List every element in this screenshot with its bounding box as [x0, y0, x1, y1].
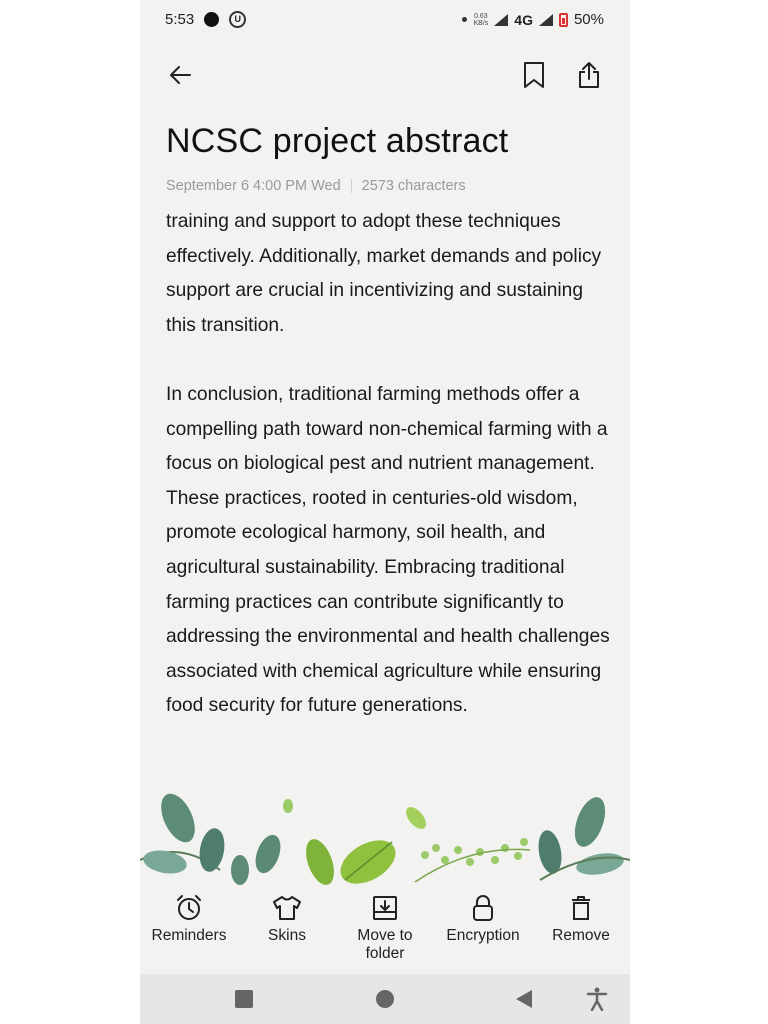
back-arrow-icon	[167, 62, 193, 88]
dot-icon	[462, 17, 467, 22]
signal-icon	[494, 14, 508, 26]
note-paragraph[interactable]: In conclusion, traditional farming methods offer a compelling path toward non-chemical farming with a focus on biological pest and nutrient management. These practices, rooted in centuries-old wisdom, promote ecological harmony, soil health, and agricultural sustainability. Embracing traditional farming practices can contribute significantly to addressing the environmental and health challenges associated with chemical agriculture while ensuring food security for future generations.	[166, 383, 610, 717]
alarm-clock-icon	[175, 894, 203, 922]
phone-screen	[140, 0, 630, 1024]
reminders-button[interactable]	[140, 893, 238, 973]
lock-icon	[471, 894, 495, 922]
trash-icon	[570, 895, 592, 921]
bottom-menu	[140, 893, 630, 973]
remove-button[interactable]	[532, 893, 630, 973]
notification-dot-icon	[204, 12, 219, 27]
skins-button[interactable]	[238, 893, 336, 973]
action-bar	[140, 50, 630, 100]
navigation-bar	[140, 974, 630, 1024]
tshirt-icon	[272, 895, 302, 921]
leaves-decoration-icon	[140, 790, 630, 890]
meta-divider	[351, 179, 352, 193]
note-character-count: 2573 characters	[361, 178, 466, 194]
note-title[interactable]: NCSC project abstract	[166, 122, 509, 160]
back-nav-button[interactable]	[512, 987, 536, 1011]
bookmark-button[interactable]	[514, 55, 554, 95]
circle-icon	[375, 989, 395, 1009]
accessibility-button[interactable]	[585, 987, 609, 1011]
square-icon	[234, 989, 254, 1009]
note-paragraph[interactable]: training and support to adopt these techniques effectively. Additionally, market demands and policy support are crucial in incentivizing and sustaining this transition.	[166, 211, 602, 336]
move-to-folder-button[interactable]	[336, 893, 434, 973]
encryption-button[interactable]	[434, 893, 532, 973]
skins-label: Skins	[268, 927, 306, 944]
back-button[interactable]	[160, 55, 200, 95]
battery-level: 50%	[573, 11, 604, 28]
share-icon	[577, 61, 601, 89]
status-time: 5:53	[165, 11, 195, 28]
reminders-label: Reminders	[151, 927, 227, 944]
share-button[interactable]	[569, 55, 609, 95]
status-bar	[140, 0, 630, 40]
move-to-folder-label: Move to folder	[357, 927, 413, 962]
bookmark-icon	[522, 61, 546, 89]
triangle-back-icon	[514, 989, 534, 1009]
app-notification-icon: U	[229, 11, 246, 28]
network-type: 4G	[514, 11, 533, 28]
note-body[interactable]	[166, 205, 616, 724]
note-date: September 6 4:00 PM Wed	[166, 178, 341, 194]
recent-apps-button[interactable]	[232, 987, 256, 1011]
encryption-label: Encryption	[446, 927, 520, 944]
note-meta	[166, 178, 466, 194]
accessibility-icon	[586, 987, 608, 1011]
home-button[interactable]	[373, 987, 397, 1011]
move-to-folder-icon	[372, 895, 398, 921]
remove-label: Remove	[552, 927, 610, 944]
signal-icon-2	[539, 14, 553, 26]
network-speed: 0.63 KB/s	[473, 12, 489, 27]
battery-icon	[559, 13, 568, 27]
